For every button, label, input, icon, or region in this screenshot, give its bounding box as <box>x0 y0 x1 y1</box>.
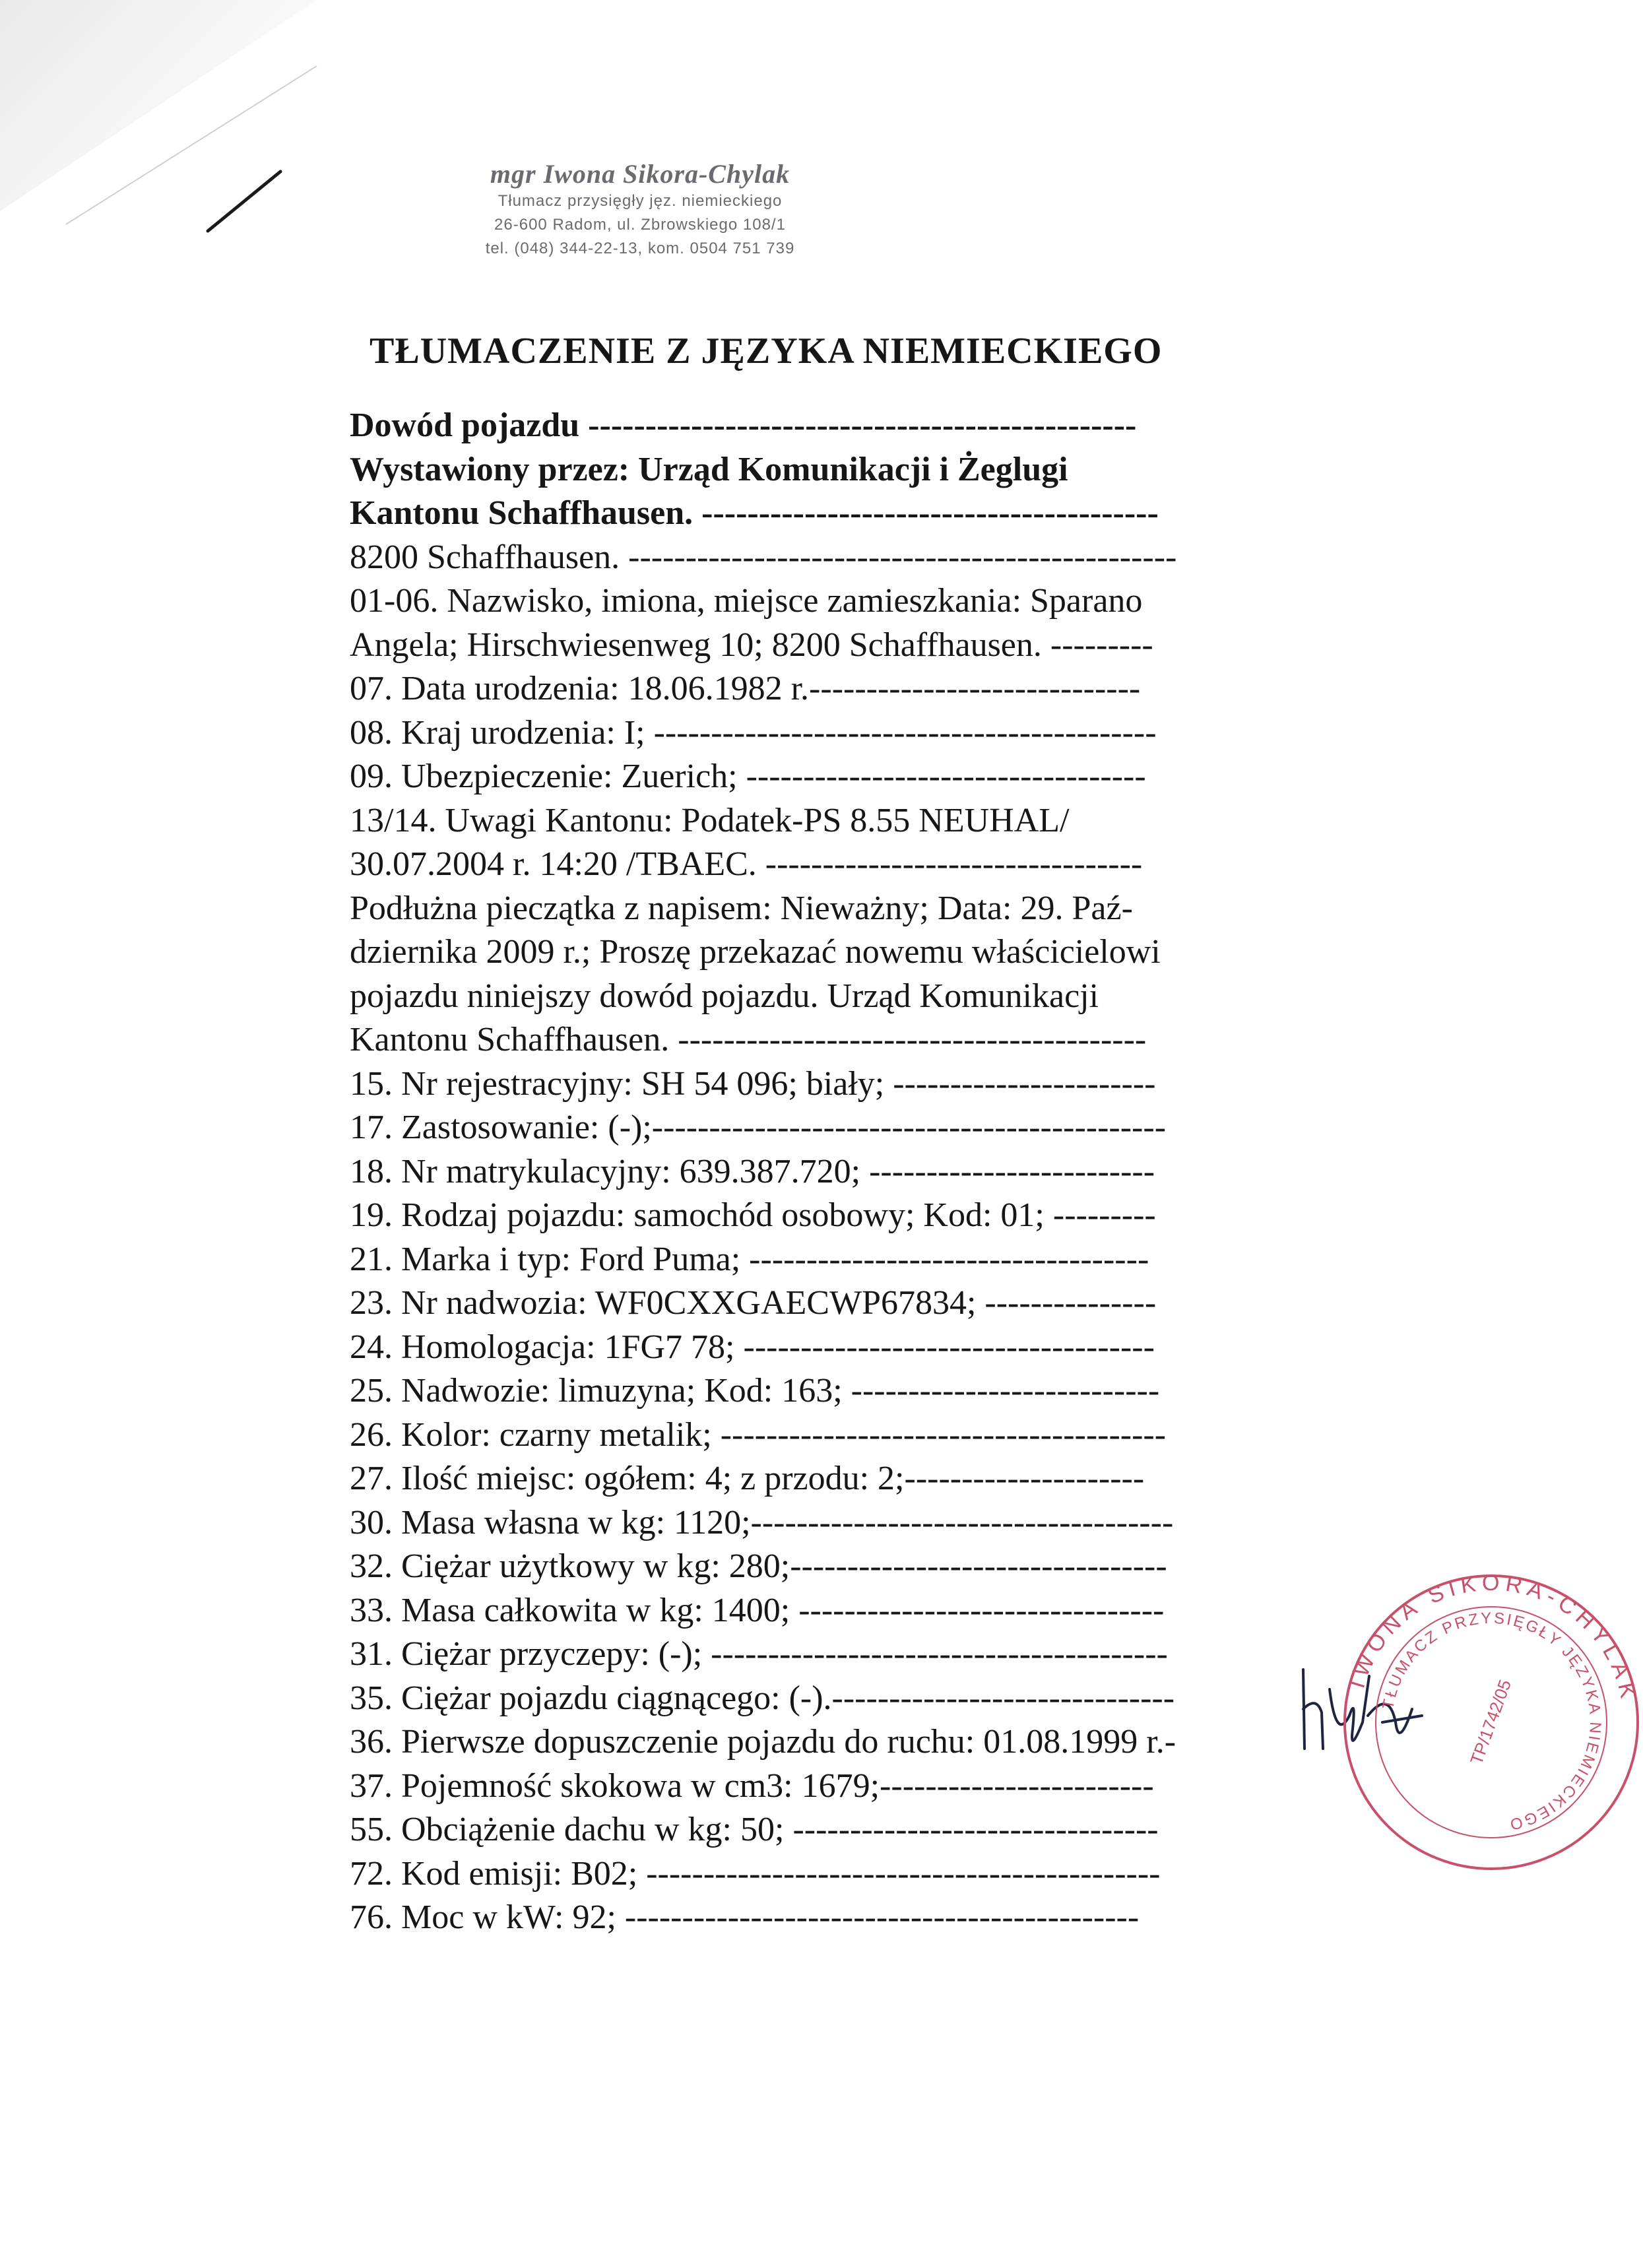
document-line: 31. Ciężar przyczepy: (-); ---------------------------------------- <box>350 1635 1168 1673</box>
document-line: 09. Ubezpieczenie: Zuerich; ----------------------------------- <box>350 758 1146 795</box>
document-line: 76. Moc w kW: 92; --------------------------------------------- <box>350 1898 1140 1936</box>
document-line: 27. Ilość miejsc: ogółem: 4; z przodu: 2;--------------------- <box>350 1460 1145 1497</box>
translator-phone: tel. (048) 344-22-13, kom. 0504 751 739 <box>485 240 795 257</box>
document-title: TŁUMACZENIE Z JĘZYKA NIEMIECKIEGO <box>370 331 1163 372</box>
document-line: 36. Pierwsze dopuszczenie pojazdu do ruchu: 01.08.1999 r.- <box>350 1723 1176 1761</box>
translator-address: 26-600 Radom, ul. Zbrowskiego 108/1 <box>494 216 786 234</box>
document-line: 08. Kraj urodzenia: I; -------------------------------------------- <box>350 713 1157 752</box>
official-seal <box>1339 1571 1643 1874</box>
document-line: 30. Masa własna w kg: 1120;------------------------------------- <box>350 1503 1174 1541</box>
document-line: Angela; Hirschwiesenweg 10; 8200 Schaffhausen. --------- <box>350 626 1153 664</box>
document-line: dziernika 2009 r.; Proszę przekazać nowemu właścicielowi <box>350 933 1161 971</box>
document-line: 72. Kod emisji: B02; --------------------------------------------- <box>350 1854 1161 1893</box>
document-line: 18. Nr matrykulacyjny: 639.387.720; ------------------------- <box>350 1152 1155 1190</box>
document-line: 26. Kolor: czarny metalik; --------------------------------------- <box>350 1415 1167 1454</box>
document-line: 37. Pojemność skokowa w cm3: 1679;------------------------ <box>350 1766 1154 1805</box>
pen-mark <box>66 79 317 251</box>
document-line: 32. Ciężar użytkowy w kg: 280;--------------------------------- <box>350 1547 1167 1585</box>
document-line: 25. Nadwozie: limuzyna; Kod: 163; --------------------------- <box>350 1372 1160 1409</box>
document-line: Kantonu Schaffhausen. ---------------------------------------- <box>350 494 1159 532</box>
document-body <box>350 404 1273 1940</box>
document-line: 35. Ciężar pojazdu ciągnącego: (-).------------------------------ <box>350 1679 1175 1717</box>
seal-outer-text: IWONA SIKORA-CHYLAK <box>1344 1571 1642 1706</box>
document-line: Dowód pojazdu ------------------------------------------------ <box>350 406 1137 444</box>
document-line: 19. Rodzaj pojazdu: samochód osobowy; Kod: 01; --------- <box>350 1196 1156 1234</box>
document-line: 23. Nr nadwozia: WF0CXXGAECWP67834; --------------- <box>350 1284 1157 1322</box>
document-line: 21. Marka i typ: Ford Puma; ----------------------------------- <box>350 1240 1149 1278</box>
document-line: Wystawiony przez: Urząd Komunikacji i Żeglugi <box>350 450 1068 488</box>
seal-inner-text: TŁUMACZ PRZYSIĘGŁY JĘZYKA NIEMIECKIEGO <box>1379 1609 1605 1834</box>
document-line: 07. Data urodzenia: 18.06.1982 r.----------------------------- <box>350 670 1141 707</box>
document-line: pojazdu niniejszy dowód pojazdu. Urząd Komunikacji <box>350 977 1099 1015</box>
document-line: 24. Homologacja: 1FG7 78; ------------------------------------ <box>350 1328 1155 1366</box>
document-line: 55. Obciążenie dachu w kg: 50; -------------------------------- <box>350 1811 1159 1848</box>
document-line: Kantonu Schaffhausen. ----------------------------------------- <box>350 1021 1147 1058</box>
translator-name: mgr Iwona Sikora-Chylak <box>490 159 790 189</box>
document-line: 33. Masa całkowita w kg: 1400; -------------------------------- <box>350 1591 1165 1629</box>
document-line: 13/14. Uwagi Kantonu: Podatek-PS 8.55 NEUHAL/ <box>350 801 1070 839</box>
document-line: 01-06. Nazwisko, imiona, miejsce zamieszkania: Sparano <box>350 582 1143 620</box>
seal-registry-number: TP/1742/05 <box>1466 1677 1516 1767</box>
document-line: 15. Nr rejestracyjny: SH 54 096; biały; ----------------------- <box>350 1064 1156 1103</box>
document-line: Podłużna pieczątka z napisem: Nieważny; Data: 29. Paź- <box>350 889 1133 927</box>
translator-header-stamp <box>435 158 845 261</box>
document-line: 8200 Schaffhausen. ------------------------------------------------ <box>350 538 1177 576</box>
document-line: 17. Zastosowanie: (-);--------------------------------------------- <box>350 1109 1167 1146</box>
document-line: 30.07.2004 r. 14:20 /TBAEC. --------------------------------- <box>350 845 1143 883</box>
translator-title: Tłumacz przysięgły jęz. niemieckiego <box>498 192 783 210</box>
